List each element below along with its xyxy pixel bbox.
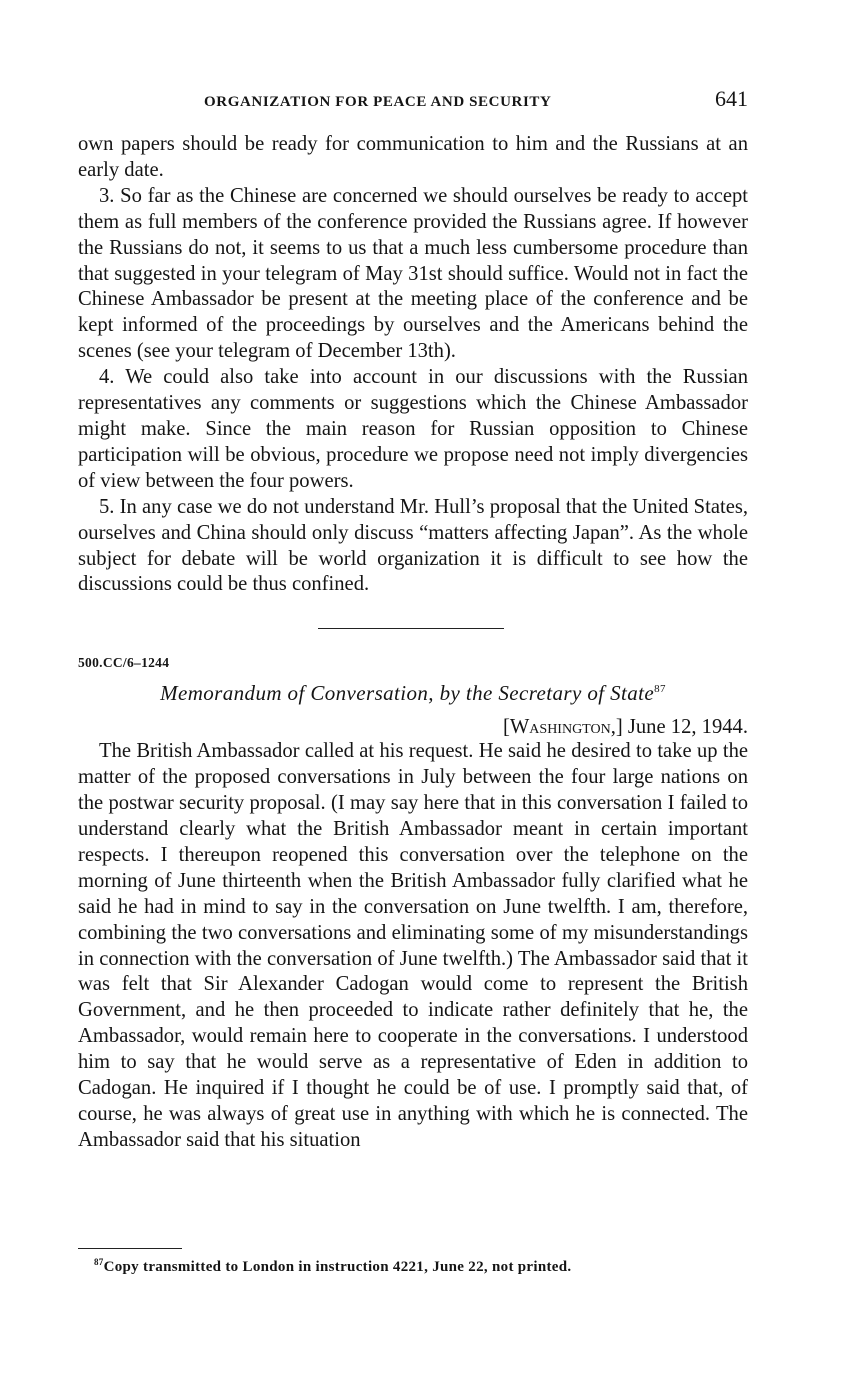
paragraph-5: 5. In any case we do not understand Mr. Hull’s proposal that the United States, ourselves and China should only discuss “matters affecting Japan”. As the whole subject for debate will be world organization it is difficult to see how the discussions could be thus confined. <box>78 495 748 596</box>
paragraph-4: 4. We could also take into account in our discussions with the Russian representatives any comments or suggestions which the Chinese Ambassador might make. Since the main reason for Russian opposition to Chinese participation will be obvious, procedure we propose need not imply divergencies of view between the four powers. <box>78 366 748 492</box>
page-number: 641 <box>715 86 748 111</box>
memo-title-text: Memorandum of Conversation, by the Secretary of State <box>160 681 655 706</box>
paragraph-3: 3. So far as the Chinese are concerned we should ourselves be ready to accept them as full members of the conference provided the Russians agree. If however the Russians do not, it seems to us that a much less cumbersome procedure than that suggested in your telegram of May 31st should suffice. Would not in fact the Chinese Ambassador be present at the meeting place of the conference and be kept informed of the proceedings by ourselves and the Americans behind the scenes (see your telegram of December 13th). <box>78 184 748 363</box>
dateline-place: [Washington,] <box>503 716 623 739</box>
memo-body: The British Ambassador called at his request. He said he desired to take up the matter of the proposed conversations in July between the four large nations on the postwar security proposal. (I may say here that in this conversation I failed to understand clearly what the British Ambassador meant in certain important respects. I thereupon reopened this conversation over the telephone on the morning of June thirteenth when the British Ambassador fully clarified what he said he had in mind to say in the conversation on June twelfth. I am, therefore, combining the two conversations and eliminating some of my misunderstandings in connection with the conversation of June twelfth.) The Ambassador said that it was felt that Sir Alexander Cadogan would come to represent the British Government, and he then proceeded to indicate rather definitely that he, the Ambassador, would remain here to cooperate in the conversations. I understood him to say that he would serve as a representative of Eden in addition to Cadogan. He inquired if I thought he could be of use. I promptly said that, of course, he was always of great use in anything with which he is connected. The Ambassador said that his situation <box>78 740 748 1151</box>
running-head: ORGANIZATION FOR PEACE AND SECURITY <box>204 94 552 110</box>
dateline-date: June 12, 1944. <box>627 716 748 739</box>
section-divider <box>318 628 504 629</box>
page-header <box>78 86 748 116</box>
footnote-text: Copy transmitted to London in instruction 4221, June 22, not printed. <box>103 1259 572 1275</box>
footnote-number: 87 <box>94 1257 104 1267</box>
paragraph-continuation: own papers should be ready for communication to him and the Russians at an early date. <box>78 133 748 181</box>
footnote <box>94 1257 571 1276</box>
document-id: 500.CC/6–1244 <box>78 655 170 671</box>
page-body <box>78 132 748 1154</box>
dateline <box>78 716 748 739</box>
footnote-ref[interactable]: 87 <box>654 683 666 696</box>
footnote-divider <box>78 1248 182 1249</box>
memo-title <box>78 681 748 706</box>
